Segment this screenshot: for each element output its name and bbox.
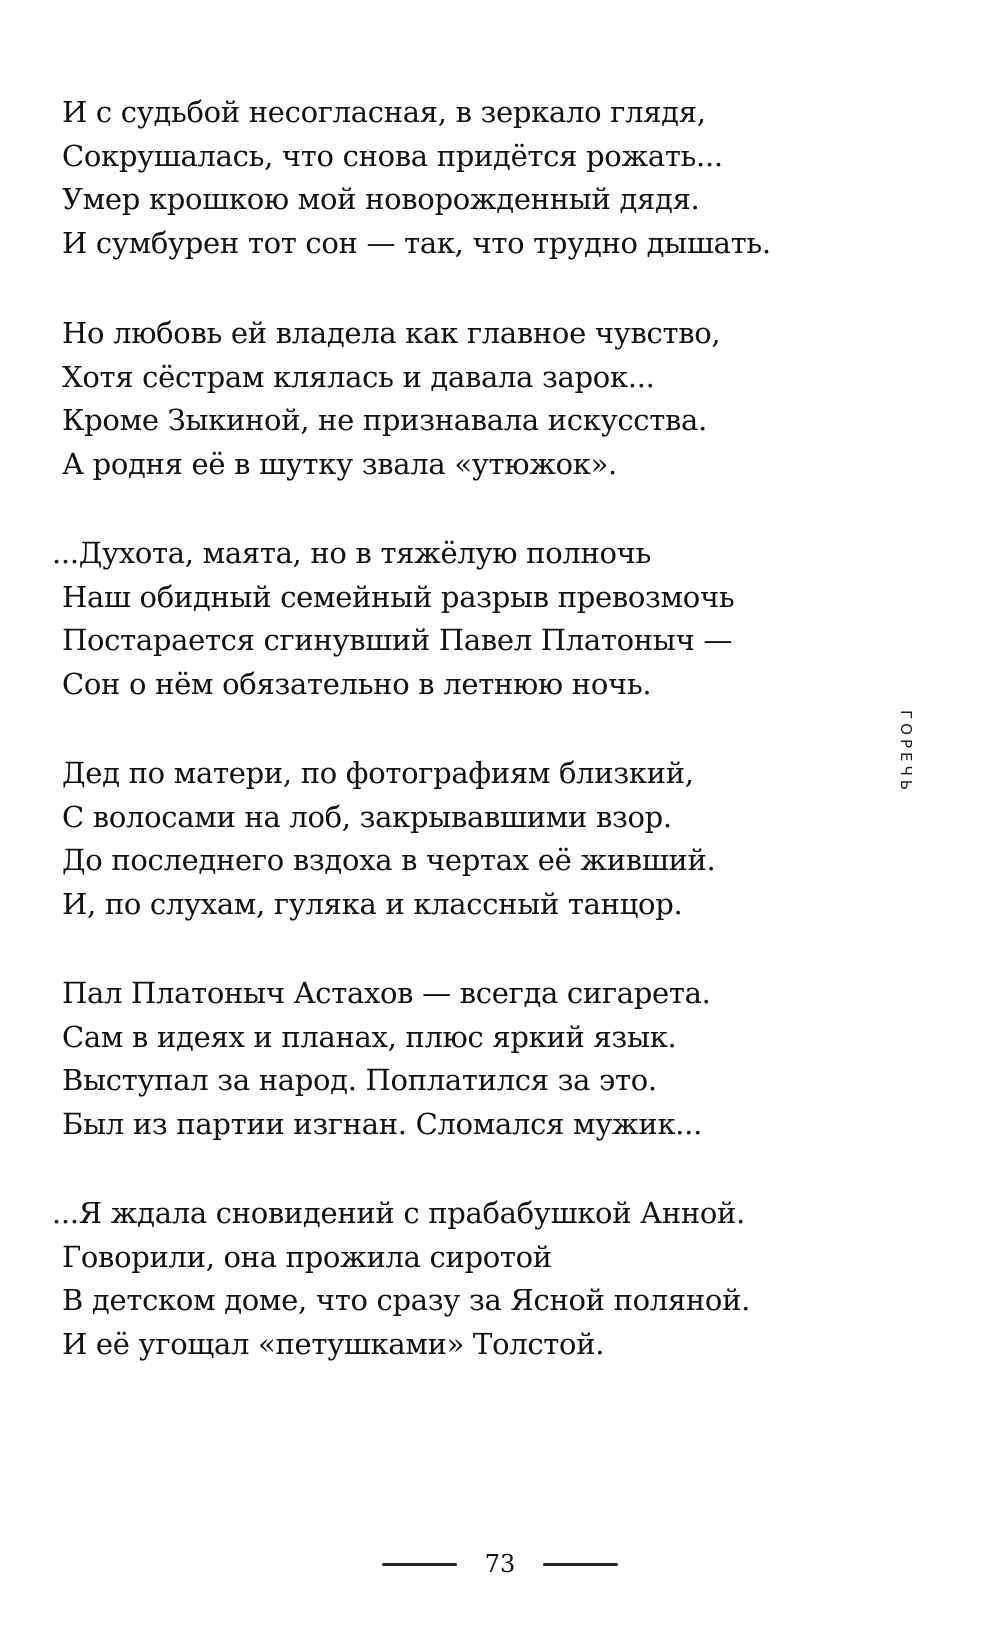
stanza-5 bbox=[62, 972, 842, 1146]
stanza-1 bbox=[62, 91, 842, 265]
stanza-3 bbox=[52, 532, 842, 706]
verse-line: Но любовь ей владела как главное чувство, bbox=[62, 316, 721, 350]
verse-line: До последнего вздоха в чертах её живший. bbox=[62, 843, 716, 877]
verse-line: Говорили, она прожила сиротой bbox=[62, 1239, 552, 1274]
verse-line: Пал Платоныч Астахов — всегда сигарета. bbox=[62, 976, 711, 1010]
verse-line: В детском доме, что сразу за Ясной поляной. bbox=[62, 1283, 751, 1317]
stanza-2 bbox=[62, 312, 842, 486]
verse-line: Был из партии изгнан. Сломался мужик... bbox=[62, 1106, 703, 1141]
verse-line: Выступал за народ. Поплатился за это. bbox=[62, 1063, 657, 1097]
stanza-4 bbox=[62, 752, 842, 926]
footer-rule-left bbox=[382, 1563, 457, 1566]
verse-line: Сокрушалась, что снова придётся рожать... bbox=[62, 138, 723, 173]
verse-line: А родня её в шутку звала «утюжок». bbox=[62, 446, 617, 481]
verse-line: Наш обидный семейный разрыв превозмочь bbox=[62, 579, 735, 614]
verse-line: С волосами на лоб, закрывавшими взор. bbox=[62, 799, 672, 834]
verse-line: ...Я ждала сновидений с прабабушкой Анной. bbox=[52, 1196, 745, 1230]
footer-rule-right bbox=[543, 1563, 618, 1566]
verse-line: Дед по матери, по фотографиям близкий, bbox=[62, 756, 694, 790]
verse-line: Хотя сёстрам клялась и давала зарок... bbox=[62, 359, 655, 394]
running-head: ГОРЕЧЬ bbox=[897, 710, 915, 795]
verse-line: Сон о нём обязательно в летнюю ночь. bbox=[62, 666, 652, 701]
verse-line: И, по слухам, гуляка и классный танцор. bbox=[62, 886, 683, 921]
stanza-6 bbox=[52, 1192, 842, 1366]
verse-line: Умер крошкою мой новорожденный дядя. bbox=[62, 182, 700, 216]
verse-line: ...Духота, маята, но в тяжёлую полночь bbox=[52, 536, 652, 570]
page-footer bbox=[0, 1546, 1000, 1582]
verse-line: И сумбурен тот сон — так, что трудно дышать. bbox=[62, 225, 771, 260]
page-number: 73 bbox=[484, 1550, 516, 1578]
verse-line: Сам в идеях и планах, плюс яркий язык. bbox=[62, 1019, 677, 1054]
verse-line: И её угощал «петушками» Толстой. bbox=[62, 1326, 605, 1361]
verse-line: Кроме Зыкиной, не признавала искусства. bbox=[62, 403, 707, 437]
verse-line: Постарается сгинувший Павел Платоныч — bbox=[62, 623, 733, 657]
verse-line: И с судьбой несогласная, в зеркало глядя, bbox=[62, 95, 706, 129]
